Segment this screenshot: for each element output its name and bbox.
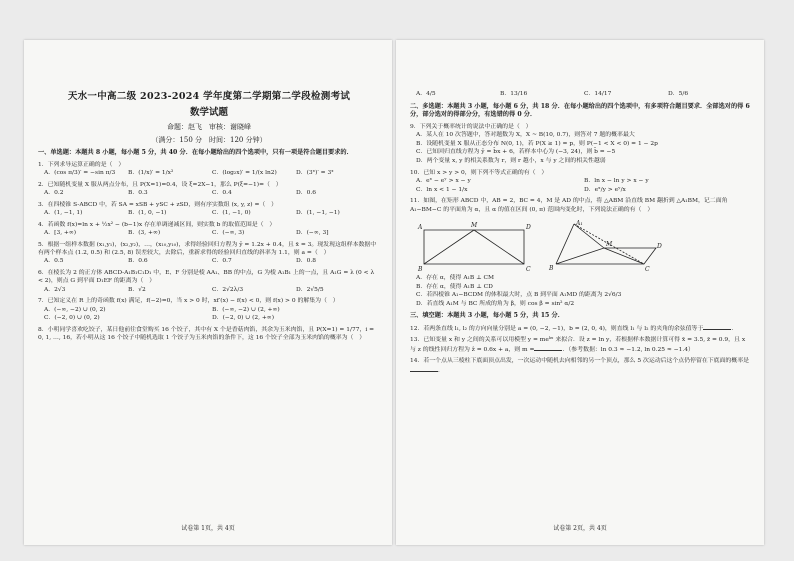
option: B．(1/x)′ = 1/x²: [128, 170, 174, 176]
option: A．[3, +∞): [44, 230, 77, 236]
question-10-options: [410, 177, 752, 194]
vertex-label: C: [645, 265, 650, 273]
option: D．两个变量 x, y 的相关系数为 r，则 r 越小，x 与 y 之间的相关性越弱: [416, 157, 606, 164]
vertex-label: C: [526, 265, 531, 273]
option: A．eˣ − eʸ > x − y: [416, 177, 471, 184]
option: D．(−2, 0) ∪ (2, +∞): [212, 315, 274, 322]
question-1-options: [38, 169, 380, 178]
question-2: 2．已知随机变量 X 服从两点分布，且 P(X=1)=0.4，设 ξ=2X−1，那么 P(ξ=−1)=（ ）: [38, 181, 282, 188]
exam-title: 天水一中高二级 2023-2024 学年度第二学期第二学段检测考试: [67, 91, 351, 102]
vertex-label: D: [526, 223, 531, 231]
option: C．(1, −1, 0): [212, 210, 251, 216]
section-single-choice: 一、单选题：本题共 8 小题，每小题 5 分，共 40 分．在每小题给出的四个选项中，只有一项是符合题目要求的．: [38, 149, 353, 156]
option: C．ln x < 1 − 1/x: [416, 186, 468, 193]
option: A．某人在 10 次答题中，答对题数为 X，X ~ B(10, 0.7)，则答对 7 题的概率最大: [416, 132, 635, 139]
option: B．(−∞, −2) ∪ (2, +∞): [212, 306, 280, 313]
question-7-options: [38, 306, 380, 323]
exam-page-2: [396, 40, 764, 545]
question-8: 8．小明同学喜欢吃饺子，某日他前往食堂购买 16 个饺子，其中有 X 个是香菇肉馅，其余为玉米肉馅，且 P(X=1) = 1/77，i = 0, 1, …, 16，若小明从这 16 个饺子中随机选取 1 个饺子为玉米肉馅的条件下，这 16 个饺子全部为玉米肉馅的概率为（ ）: [38, 327, 375, 342]
option: C．2√2λ/3: [212, 286, 244, 293]
vertex-label: A: [418, 223, 423, 231]
folded-figure: [544, 218, 664, 274]
option: D．(3ˣ)′ = 3ˣ: [296, 170, 334, 176]
question-8-options: [410, 90, 752, 99]
vertex-label: B: [418, 265, 423, 273]
option: A．2√3: [44, 286, 66, 293]
question-14: 14．若一个点从三棱柱下底面顶点出发，一次运动中随机去向相邻的另一个顶点，那么 5 次运动后这个点仍停留在下底面的概率是．: [410, 358, 749, 374]
question-6-options: [38, 286, 380, 295]
question-7: 7．已知定义在 R 上的奇函数 f(x) 满足，f(−2)=0，当 x > 0 时，xf′(x) − f(x) < 0，则 f(x) > 0 的解集为（ ）: [38, 298, 339, 305]
option: A．(cos π/3)′ = −sin π/3: [44, 170, 116, 176]
question-4-options: [38, 229, 380, 238]
option: A．(−∞, −2) ∪ (0, 2): [44, 306, 106, 313]
option: B．ln x − ln y > x − y: [584, 177, 649, 184]
option: D．2√5/5: [296, 286, 324, 293]
option: C．(−2, 0) ∪ (0, 2): [44, 315, 100, 322]
option: B．0.6: [128, 258, 148, 265]
exam-meta: （满分：150 分 时间：120 分钟）: [151, 136, 267, 144]
question-13-text: 13．已知变量 x 和 y 之间的关系可以用模型 y = meᵏˣ 来拟合．设 z = ln y，若根据样本数据计算可得 x̄ = 3.5, z̄ = 0.9，且 x 与 z 的线性回归方程为 ẑ = 0.6x + a，则 m =: [410, 337, 746, 353]
question-12: 12．若两条直线 l₁, l₂ 的方向向量分别是 a = (0, −2, −1)，b = (2, 0, 4)，则直线 l₁ 与 l₂ 的夹角的余弦值等于 ．: [410, 325, 738, 332]
page-footer: 试卷第 1页，共 4页: [181, 525, 235, 532]
page-footer: 试卷第 2页，共 4页: [553, 525, 607, 532]
option: B．设随机变量 X 服从正态分布 N(0, 1)，若 P(X ≥ 1) = p，则 P(−1 < X < 0) = 1 − 2p: [416, 140, 658, 147]
option: A．(1, −1, 1): [44, 210, 83, 216]
option: D．(1, −1, −1): [296, 210, 340, 216]
answer-blank: [534, 345, 562, 351]
option: C．0.4: [212, 190, 232, 196]
option: D．0.6: [296, 190, 316, 196]
question-10: 10．已知 x > y > 0，则下列不等式正确的有（ ）: [410, 169, 548, 176]
option: D．若直线 A₁M 与 BC 所成的角为 β，则 cos β = sin² α/2: [416, 300, 575, 307]
option: B．(1, 0, −1): [128, 210, 167, 216]
question-3-options: [38, 209, 380, 218]
option: B．0.3: [128, 190, 148, 196]
option: A．0.2: [44, 190, 64, 196]
question-12-text: 12．若两条直线 l₁, l₂ 的方向向量分别是 a = (0, −2, −1)，b = (2, 0, 4)，则直线 l₁ 与 l₂ 的夹角的余弦值等于: [410, 325, 704, 332]
question-11-figures: [410, 218, 752, 274]
question-5-options: [38, 257, 380, 266]
vertex-label: M: [606, 240, 613, 248]
vertex-label: M: [471, 221, 478, 229]
question-1: 1．下列求导运算正确的是（ ）: [38, 161, 125, 168]
question-5: 5．根据一组样本数据 (x₁,y₁)，(x₂,y₂)，…，(x₁₀,y₁₀)，求得经验回归方程为 ŷ = 1.2x + 0.4，且 x̄ = 3。现发现这组样本数据中有两个样本点 (1.2, 0.5) 和 (2.5, 8) 误差较大，去除后，重新求得的经验回归直线的斜率为 1.1，则 a =（ ）: [38, 241, 377, 256]
option: C．若四棱锥 A₁−BCDM 的体积最大时，点 B 到平面 A₁MD 的距离为 2√6/3: [416, 292, 622, 299]
option: D．5/6: [668, 91, 689, 97]
exam-subtitle: 数学试题: [189, 107, 228, 118]
question-11-options: [410, 274, 752, 308]
rectangle-figure: [414, 218, 534, 274]
question-9-options: [410, 131, 752, 165]
vertex-label: B: [549, 264, 554, 272]
exam-authors: 命题：赵飞 审核：谢晓峰: [167, 123, 251, 131]
option: A．4/5: [416, 91, 436, 97]
vertex-label: D: [657, 242, 662, 250]
answer-blank: [703, 324, 731, 330]
option: C．(log₂x)′ = 1/(x ln2): [212, 170, 277, 176]
question-3: 3．在四棱锥 S-ABCD 中，若 SA = xSB + ySC + zSD，则有序实数组 (x, y, z) =（ ）: [38, 201, 278, 208]
option: D．eˣ/y > eʸ/x: [584, 186, 626, 193]
option: D．0.8: [296, 258, 316, 265]
question-11: 11．如图，在矩形 ABCD 中，AB = 2，BC = 4，M 是 AD 的中点，将 △ABM 沿直线 BM 翻折到 △A₁BM，记二面角 A₁−BM−C 的平面角为 α，且 α 的值在区间 (0, π) 范围内变化时，下列说法正确的有（ ）: [410, 198, 728, 213]
option: D．(−∞, 3]: [296, 230, 329, 236]
question-6: 6．在棱长为 2 的正方体 ABCD-A₁B₁C₁D₁ 中，E、F 分别是棱 AA₁、BB 的中点，G 为棱 A₁B₁ 上的一点，且 A₁G = λ (0 < λ < 2)，则点 G 到平面 D₁EF 的距离为（ ）: [38, 270, 375, 285]
option: B．13/16: [500, 91, 528, 97]
exam-page-1: [24, 40, 392, 545]
option: A．存在 α，使得 A₁B ⊥ CM: [416, 274, 495, 281]
answer-blank: [410, 366, 438, 372]
question-9: 9．下列关于概率统计的说法中正确的是（ ）: [410, 123, 532, 130]
section-fill-in: 三、填空题：本题共 3 小题，每小题 5 分，共 15 分．: [410, 312, 564, 320]
option: B．存在 α，使得 A₁B ⊥ CD: [416, 283, 493, 290]
option: B．(3, +∞): [128, 230, 161, 236]
question-14-text: 14．若一个点从三棱柱下底面顶点出发，一次运动中随机去向相邻的另一个顶点，那么 5 次运动后这个点仍停留在下底面的概率是: [410, 358, 749, 365]
option: B．√2: [128, 286, 146, 293]
question-2-options: [38, 189, 380, 198]
question-13-tail: ．（参考数据：ln 0.3 ≈ −1.2, ln 0.25 ≈ −1.4）: [562, 346, 694, 353]
section-multiple-choice: 二、多选题：本题共 3 小题，每小题 6 分，共 18 分．在每小题给出的四个选项中，有多项符合题目要求．全部选对的得 6 分，部分选对的得部分分，有选错的得 0 分．: [410, 102, 750, 119]
question-13: [410, 336, 752, 354]
option: C．14/17: [584, 91, 612, 97]
vertex-label: A₁: [576, 219, 583, 227]
question-4: 4．若函数 f(x)=ln x + ½x² − (b−1)x 存在单调递减区间，则实数 b 的取值范围是（ ）: [38, 221, 276, 228]
option: C．(−∞, 3): [212, 230, 245, 236]
option: A．0.5: [44, 258, 64, 265]
option: C．已知回归直线方程为 ŷ = b̂x + 6，若样本中心为 (−3, 24)，则 b̂ = −5: [416, 149, 616, 156]
option: C．0.7: [212, 258, 232, 265]
